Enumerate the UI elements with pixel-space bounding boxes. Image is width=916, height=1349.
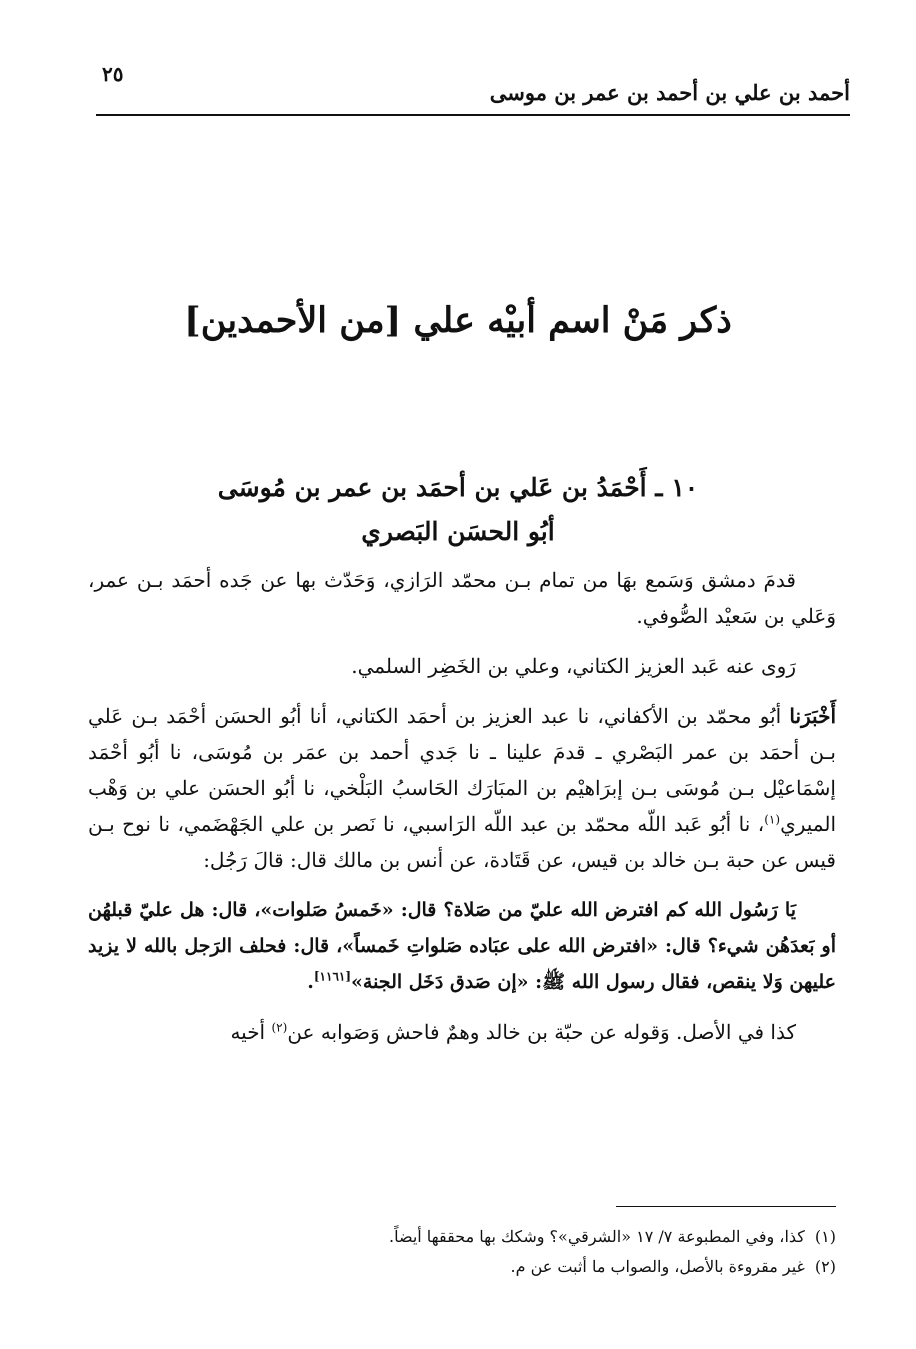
paragraph-hadith [88,892,836,1000]
header-rule [96,114,850,116]
note-text-part2: أخيه [230,1020,272,1044]
entry-heading-kunya: أبُو الحسَن البَصري [361,517,555,546]
isnad-text-part1: أبُو محمّد بن الأكفاني، نا عبد العزيز بن أحمَد الكتاني، أنا أبُو الحسَن أحْمَد بـن عَلي بـن أحمَد بن عمر البَصْري ـ قدمَ علينا ـ نا جَدي أحمد بن عمَر بن مُوسَى، نا أبُو أحْمَد إسْمَاعيْل بـن مُوسَى بـن إبرَاهيْم بن المبَارَك الحَاسبُ البَلْخي، نا أبُو الحسَن علي بن وَهْب الميري [88,704,836,836]
page-number: ٢٥ [102,62,124,86]
footnote-1-number: (١) [814,1227,836,1246]
footnote-ref-2: (٢) [271,1020,288,1035]
entry-heading [90,466,826,554]
paragraph-isnad [88,698,836,878]
hadith-end: . [307,971,314,993]
footnote-2 [90,1252,836,1282]
footnote-ref-1: (١) [764,812,781,827]
note-text-part1: كذا في الأصل. وَقوله عن حبّة بن خالد وهمٌ فاحش وَصَوابه عن [287,1020,796,1044]
footnote-1-text: كذا، وفي المطبوعة ٧/ ١٧ «الشرقي»؟ وشكك بها محققها أيضاً. [388,1227,805,1246]
paragraph-note [88,1014,836,1050]
footnote-1 [90,1222,836,1252]
footnote-2-text: غير مقروءة بالأصل، والصواب ما أثبت عن م. [510,1257,805,1276]
hadith-number: [١١٦١] [313,969,352,984]
entry-heading-name: ١٠ ـ أَحْمَدُ بن عَلي بن أحمَد بن عمر بن مُوسَى [217,473,699,502]
paragraph-biography: قدمَ دمشق وَسَمع بهَا من تمام بـن محمّد الرَازي، وَحَدّث بها عن جَده أحمَد بـن عمر، وَعَلي بن سَعيْد الصُّوفي. [88,568,836,628]
footnote-rule [616,1206,836,1207]
running-head [96,60,850,116]
footnote-2-number: (٢) [814,1257,836,1276]
body-text [88,562,836,1064]
footnotes [90,1222,836,1282]
hadith-text: يَا رَسُول الله كم افترض الله عليّ من صَلاة؟ قال: «خَمسُ صَلوات»، قال: هل عليّ قبلهُن أو بَعدَهُن شيء؟ قال: «افترض الله على عبَاده صَلواتِ خَمساً»، قال: فحلف الرَجل بالله لا يزيد عليهن وَلا ينقص، فقال رسول الله ﷺ: «إن صَدق دَخَل الجنة» [88,899,836,993]
isnad-lead-word: أَخْبَرَنا [789,704,836,728]
isnad-text-part2: ، نا أبُو عَبد اللّه محمّد بن عبد اللّه الرَاسبي، نا نَصر بن علي الجَهْضَمي، نا نوح بـن قيس عن حبة بـن خالد بن قيس، عن قَتَادة، عن أنس بن مالك قال: قالَ رَجُل: [88,812,836,872]
running-head-title: أحمد بن علي بن أحمد بن عمر بن موسى [489,80,850,105]
chapter-title: ذكر مَنْ اسم أبيْه علي [من الأحمدين] [184,300,732,341]
paragraph-narrators: رَوى عنه عَبد العزيز الكتاني، وعلي بن الخَضِر السلمي. [351,654,796,678]
